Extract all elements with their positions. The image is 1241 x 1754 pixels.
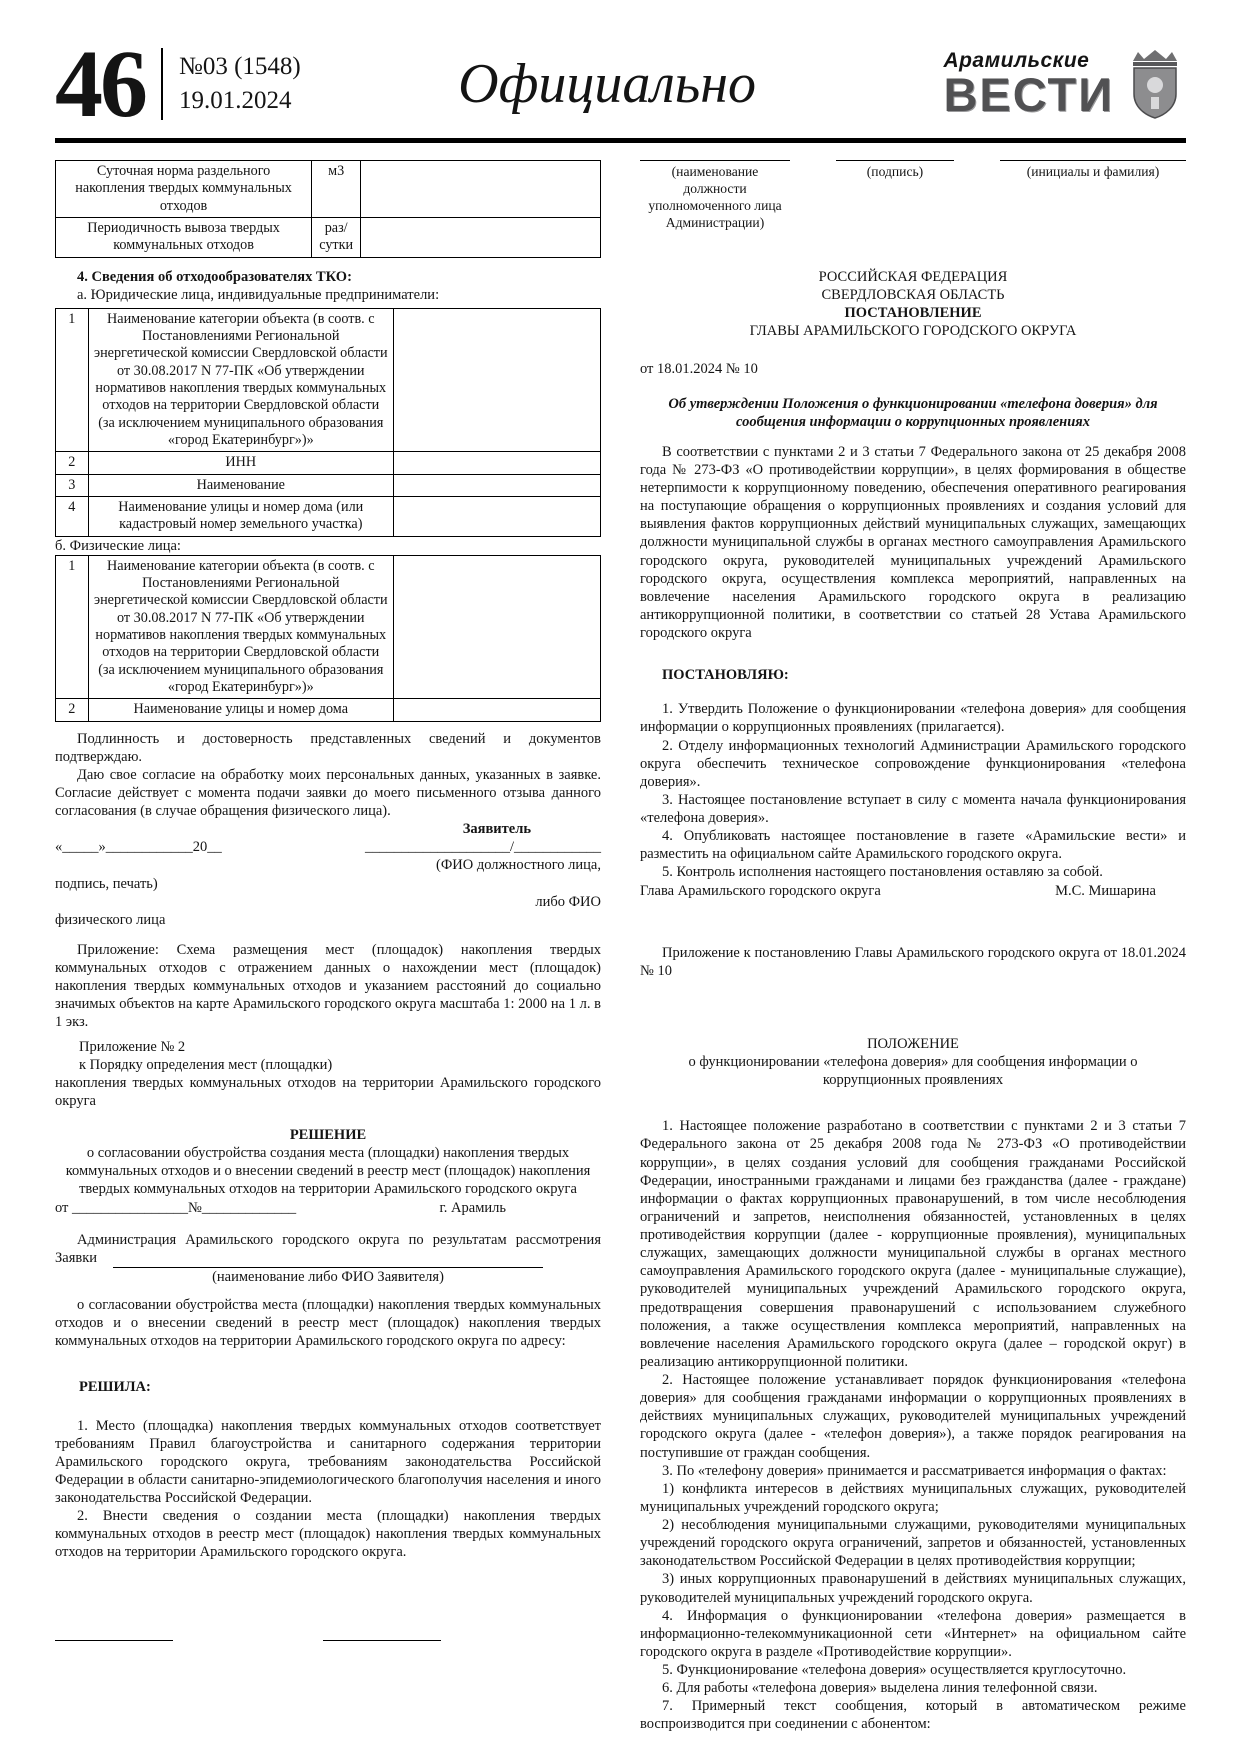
decision-item: 1. Место (площадка) накопления твердых коммунальных отходов соответствует требованиям Правил благоустройства и санитарного содержания территории Арамильского городского округа, требованиям законодательства Российской Федерации в области санитарно-эпидемиологического благополучия населения и иного законодательства Российской Федерации. — [55, 1417, 601, 1506]
table-row — [56, 217, 601, 257]
decision-subtitle: о согласовании обустройства создания места (площадки) накопления твердых коммунальных отходов и о внесении сведений в реестр мест (площадок) накопления твердых коммунальных отходов на территории Арамильского городского округа — [65, 1145, 591, 1198]
order-item: 1. Утвердить Положение о функционировании «телефона доверия» для сообщения информации о коррупционных проявлениях (прилагается). — [640, 701, 1186, 736]
position-caption: (наименование должности уполномоченного лица Администрации) — [640, 160, 790, 232]
annex2-line: Приложение № 2 — [79, 1038, 186, 1055]
polozhenie-paragraph: 6. Для работы «телефона доверия» выделена линия телефонной связи. — [662, 1680, 1098, 1697]
cell-number: 1 — [56, 555, 89, 699]
right-column — [640, 160, 1186, 1734]
cell-label: Наименование улицы и номер дома — [88, 699, 393, 721]
cell-value — [393, 308, 600, 452]
applicant-date-sign-line — [55, 838, 601, 856]
resolution-title: Об утверждении Положения о функционировании «телефона доверия» для сообщения информации о коррупционных проявлениях — [668, 395, 1158, 430]
order-item: 4. Опубликовать настоящее постановление в газете «Арамильские вести» и разместить на официальном сайте Арамильского городского округа. — [640, 828, 1186, 863]
polozhenie-title: ПОЛОЖЕНИЕ — [867, 1035, 959, 1052]
cell-value — [393, 474, 600, 496]
table-row — [56, 161, 601, 218]
annex-reference: Приложение к постановлению Главы Арамильского городского округа от 18.01.2024 № 10 — [640, 944, 1186, 979]
consent-paragraph: Даю свое согласие на обработку моих персональных данных, указанных в заявке. Согласие действует с момента подачи заявки до моего письменного отзыва данного согласования (в случае обращения физического лица). — [55, 766, 601, 819]
cell-label: Суточная норма раздельного накопления твердых коммунальных отходов — [56, 161, 312, 218]
initials-caption: (инициалы и фамилия) — [1000, 160, 1186, 232]
cell-value — [393, 452, 600, 474]
head-name: М.С. Мишарина — [1055, 882, 1156, 899]
date-blank: «_____»____________20__ — [55, 839, 222, 856]
polozhenie-paragraph: 3) иных коррупционных правонарушений в действиях муниципальных служащих, руководителей муниципальных учреждений городского округа. — [640, 1571, 1186, 1606]
officials-signature-block — [640, 160, 1186, 232]
issue-info — [161, 48, 301, 120]
applicant-label: Заявитель — [462, 821, 531, 838]
polozhenie-paragraph: 3. По «телефону доверия» принимается и рассматривается информация о фактах: — [662, 1462, 1167, 1479]
section4b-heading: б. Физические лица: — [55, 537, 181, 554]
head-title: Глава Арамильского городского округа — [640, 882, 881, 899]
decision-item: 2. Внести сведения о создании места (площадки) накопления твердых коммунальных отходов в реестр мест (площадок) накопления твердых коммунальных отходов на территории Арамильского городского округа. — [55, 1508, 601, 1561]
polozhenie-paragraph: 1. Настоящее положение разработано в соответствии с пунктами 2 и 3 статьи 7 Федерального закона от 25 декабря 2008 года № 273-ФЗ «О противодействии коррупции», в целях создания условий для сообщения гражданами Российской Федерации, иностранными гражданами и лицами без гражданства (далее - граждане) информации о фактах коррупционных правонарушений, в том числе несоблюдения ограничений и запретов, неисполнения обязанностей, установленных в целях противодействия коррупции (далее - коррупционные проявления), муниципальных служащих, замещающих должности муниципальной службы в органах местного самоуправления Арамильского городского округа (далее - муниципальные служащие), руководителей муниципальных учреждений Арамильского городского округа, предотвращения совершения правонарушений с использованием служебного положения, а также осуществления комплекса мероприятий, направленных на вовлечение населения Арамильского городского округа (далее – городской округ) в реализацию антикоррупционной политики. — [640, 1118, 1186, 1370]
polozhenie-paragraph: 1) конфликта интересов в действиях муниципальных служащих, руководителей муниципальных учреждений городского округа; — [640, 1480, 1186, 1515]
cell-value — [393, 555, 600, 699]
cell-number: 3 — [56, 474, 89, 496]
issue-date: 19.01.2024 — [179, 87, 292, 114]
cell-value — [393, 699, 600, 721]
tko-norms-table — [55, 160, 601, 258]
signature-blank: ____________________/____________ — [364, 839, 601, 856]
cell-label: ИНН — [88, 452, 393, 474]
left-column — [55, 160, 601, 1734]
applicant-name-caption: (наименование либо ФИО Заявителя) — [212, 1268, 444, 1285]
cell-number: 1 — [56, 308, 89, 452]
polozhenie-subtitle: о функционировании «телефона доверия» для сообщения информации о коррупционных проявлениях — [688, 1054, 1138, 1089]
decision-date-number-line — [55, 1199, 601, 1217]
address-paragraph: о согласовании обустройства места (площадки) накопления твердых коммунальных отходов и о внесении сведений в реестр мест (площадок) накопления твердых коммунальных отходов на территории Арамильского городского округа по адресу: — [55, 1297, 601, 1350]
polozhenie-paragraph: 7. Примерный текст сообщения, который в автоматическом режиме воспроизводится при соединении с абонентом: — [640, 1698, 1186, 1733]
cell-label: Наименование категории объекта (в соотв. с Постановлениями Региональной энергетической комиссии Свердловской области от 30.08.2017 N 77-ПК «Об утверждении нормативов накопления твердых коммунальных отходов на территории Свердловской области (за исключением муниципального образования «город Екатеринбург»)» — [88, 555, 393, 699]
attachment-paragraph: Приложение: Схема размещения мест (площадок) накопления твердых коммунальных отходов с отражением данных о нахождении мест (площадок) накопления твердых коммунальных отходов и указанием расстояний до социально значимых объектов на карте Арамильского городского округа масштаба 1: 2000 на 1 л. в 1 экз. — [55, 941, 601, 1031]
page-content — [55, 160, 1186, 1734]
table-row — [56, 474, 601, 496]
newspaper-logo — [943, 47, 1186, 121]
order-item: 2. Отделу информационных технологий Администрации Арамильского городского округа обеспечить техническое сопровождение функционирования «телефона доверия». — [640, 737, 1186, 790]
cell-value — [361, 161, 601, 218]
authority-heading: ГЛАВЫ АРАМИЛЬСКОГО ГОРОДСКОГО ОКРУГА — [749, 323, 1077, 340]
header-divider — [55, 138, 1186, 143]
order-item: 3. Настоящее постановление вступает в силу с момента начала функционирования «телефона доверия». — [640, 791, 1186, 827]
cell-number: 2 — [56, 452, 89, 474]
document-type-heading: ПОСТАНОВЛЕНИЕ — [844, 305, 982, 322]
cell-value — [393, 496, 600, 536]
head-signature-line — [640, 882, 1186, 900]
cell-label: Наименование категории объекта (в соотв. с Постановлениями Региональной энергетической комиссии Свердловской области от 30.08.2017 N 77-ПК «Об утверждении нормативов накопления твердых коммунальных отходов на территории Свердловской области (за исключением муниципального образования «город Екатеринбург»)» — [88, 308, 393, 452]
table-row — [56, 452, 601, 474]
cell-number: 2 — [56, 699, 89, 721]
signature-caption: (подпись) — [836, 160, 954, 232]
polozhenie-paragraph: 2) несоблюдения муниципальными служащими, руководителями муниципальных учреждений городского округа ограничений, запретов и обязанностей, установленных законодательством Российской Федерации в целях противодействия коррупции; — [640, 1517, 1186, 1570]
date-number-blank: от ________________№_____________ — [55, 1199, 297, 1216]
state-heading: РОССИЙСКАЯ ФЕДЕРАЦИЯ — [818, 268, 1008, 285]
city-label: г. Арамиль — [439, 1199, 506, 1216]
signature-caption: физического лица — [55, 911, 166, 928]
administration-paragraph: Администрация Арамильского городского округа по результатам рассмотрения Заявки — [55, 1231, 601, 1266]
cell-label: Наименование — [88, 474, 393, 496]
table-row — [56, 699, 601, 721]
signature-rule — [55, 1640, 173, 1641]
region-heading: СВЕРДЛОВСКАЯ ОБЛАСТЬ — [821, 287, 1005, 304]
city-crest-icon — [1124, 47, 1186, 121]
order-item: 5. Контроль исполнения настоящего постановления оставляю за собой. — [662, 864, 1103, 881]
section4-heading: 4. Сведения об отходообразователях ТКО: — [77, 268, 352, 285]
page-number: 46 — [55, 29, 145, 137]
table-row — [56, 496, 601, 536]
signature-caption: (ФИО должностного лица, — [436, 857, 601, 874]
confirmation-paragraph: Подлинность и достоверность представленных сведений и документов подтверждаю. — [55, 730, 601, 765]
reshila-heading: РЕШИЛА: — [79, 1379, 151, 1396]
polozhenie-paragraph: 5. Функционирование «телефона доверия» осуществляется круглосуточно. — [662, 1662, 1127, 1679]
cell-label: Периодичность вывоза твердых коммунальных отходов — [56, 217, 312, 257]
signature-caption: подпись, печать) — [55, 875, 158, 892]
cell-number: 4 — [56, 496, 89, 536]
table-row — [56, 555, 601, 699]
preamble-paragraph: В соответствии с пунктами 2 и 3 статьи 7 Федерального закона от 25 декабря 2008 года № 273-ФЗ «О противодействии коррупции», в целях формирования в обществе нетерпимости к коррупционному поведению, обеспечения оперативного реагирования на поступающие обращения о коррупционных проявлениях и создания условий для выявления фактов коррупционных действий муниципальных служащих, замещающих должности муниципальной службы в органах местного самоуправления Арамильского городского округа, руководителей муниципальных учреждений Арамильского городского округа, осуществления комплекса мероприятий, направленных на вовлечение населения Арамильского городского округа в реализацию антикоррупционной политики, в соответствии со статьей 28 Устава Арамильского городского округа — [640, 443, 1186, 642]
section-title: Официально — [458, 53, 757, 115]
individuals-table — [55, 555, 601, 722]
signature-caption: либо ФИО — [535, 893, 601, 910]
issue-number: №03 (1548) — [179, 53, 301, 81]
table-row — [56, 308, 601, 452]
signature-rule — [323, 1640, 441, 1641]
section4a-heading: а. Юридические лица, индивидуальные предприниматели: — [77, 286, 440, 303]
postanovlyayu-heading: ПОСТАНОВЛЯЮ: — [662, 667, 789, 684]
legal-entities-table — [55, 308, 601, 537]
cell-unit: раз/сутки — [312, 217, 361, 257]
document-date-line: от 18.01.2024 № 10 — [640, 361, 758, 378]
polozhenie-paragraph: 4. Информация о функционировании «телефона доверия» размещается в информационно-телекоммуникационной сети «Интернет» на официальном сайте городского округа в разделе «Противодействие коррупции». — [640, 1607, 1186, 1660]
brand-name-bottom: ВЕСТИ — [943, 68, 1114, 121]
annex2-line: накопления твердых коммунальных отходов на территории Арамильского городского округа — [55, 1074, 601, 1109]
decision-title: РЕШЕНИЕ — [289, 1127, 367, 1143]
signature-rules — [55, 1640, 601, 1641]
cell-value — [361, 217, 601, 257]
brand-name-top: Арамильские — [943, 49, 1090, 72]
page-header — [55, 29, 1186, 137]
newspaper-logo-text — [943, 49, 1114, 121]
polozhenie-paragraph: 2. Настоящее положение устанавливает порядок функционирования «телефона доверия» для сообщения гражданами информации о коррупционных проявлениях в действиях муниципальных служащих, руководителей муниципальных учреждений городского округа (далее - «телефон доверия»), а также порядок реагирования на поступившие от граждан сообщения. — [640, 1372, 1186, 1461]
annex2-line: к Порядку определения мест (площадки) — [79, 1056, 333, 1073]
cell-unit: м3 — [312, 161, 361, 218]
cell-label: Наименование улицы и номер дома (или кадастровый номер земельного участка) — [88, 496, 393, 536]
